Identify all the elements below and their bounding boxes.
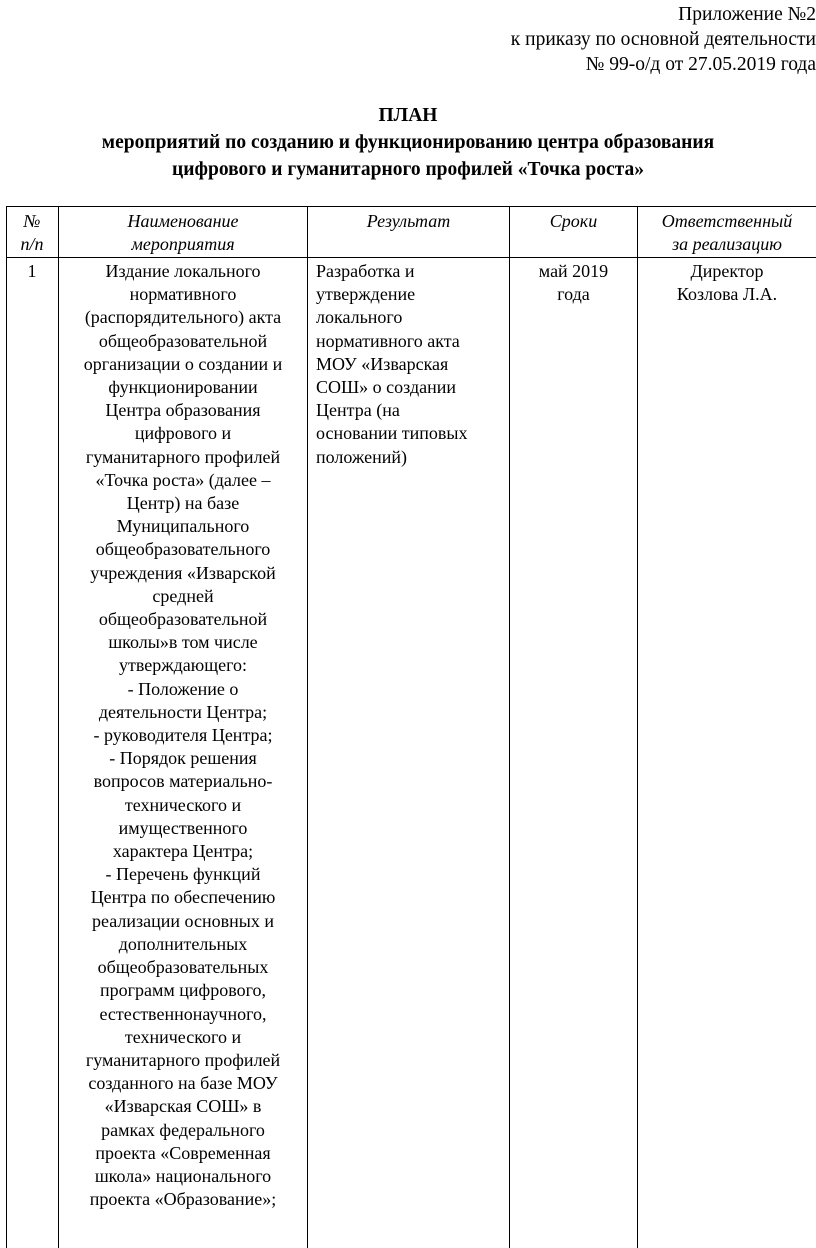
- row-1-name: Издание локального нормативного (распорядительного) акта общеобразовательной организации о создании и функционировании Центра образования цифрового и гуманитарного профилей «Точка роста» (далее – Центр) на базе Муниципального общеобразовательного учреждения «Изварской средней общеобразовательной школы»в том числе утверждающего: - Положение о деятельности Центра; - руководителя Центра; - Порядок решения вопросов материально- технического и имущественного характера Центра; - Перечень функций Центра по обеспечению реализации основных и дополнительных общеобразовательных программ цифрового, естественнонаучного, технического и гуманитарного профилей созданного на базе МОУ «Изварская СОШ» в рамках федерального проекта «Современная школа» национального проекта «Образование»;: [83, 261, 283, 1210]
- appendix-line-3: № 99-о/д от 27.05.2019 года: [585, 54, 816, 75]
- table-header-divider: [6, 257, 816, 258]
- header-num: № п/п: [20, 211, 44, 255]
- appendix-line-2: к приказу по основной деятельности: [510, 29, 816, 50]
- row-1-num: 1: [27, 261, 37, 281]
- title-line-3: цифрового и гуманитарного профилей «Точка роста»: [172, 159, 644, 180]
- table-border-left: [6, 206, 7, 1248]
- table-col-divider-2: [307, 206, 308, 1248]
- header-responsible: Ответственный за реализацию: [661, 211, 793, 255]
- row-1-terms: май 2019 года: [538, 261, 609, 305]
- header-name: Наименование мероприятия: [127, 211, 239, 255]
- row-1-result: Разработка и утверждение локального нормативного акта МОУ «Изварская СОШ» о создании Центра (на основании типовых положений): [316, 261, 468, 467]
- table-col-divider-3: [509, 206, 510, 1248]
- header-result: Результат: [366, 211, 451, 231]
- appendix-line-1: Приложение №2: [678, 4, 816, 25]
- row-1-responsible: Директор Козлова Л.А.: [676, 261, 778, 305]
- title-line-2: мероприятий по созданию и функционированию центра образования: [101, 132, 715, 153]
- title-line-1: ПЛАН: [378, 105, 438, 126]
- table-col-divider-4: [637, 206, 638, 1248]
- header-terms: Сроки: [549, 211, 598, 231]
- table-border-top: [6, 206, 816, 207]
